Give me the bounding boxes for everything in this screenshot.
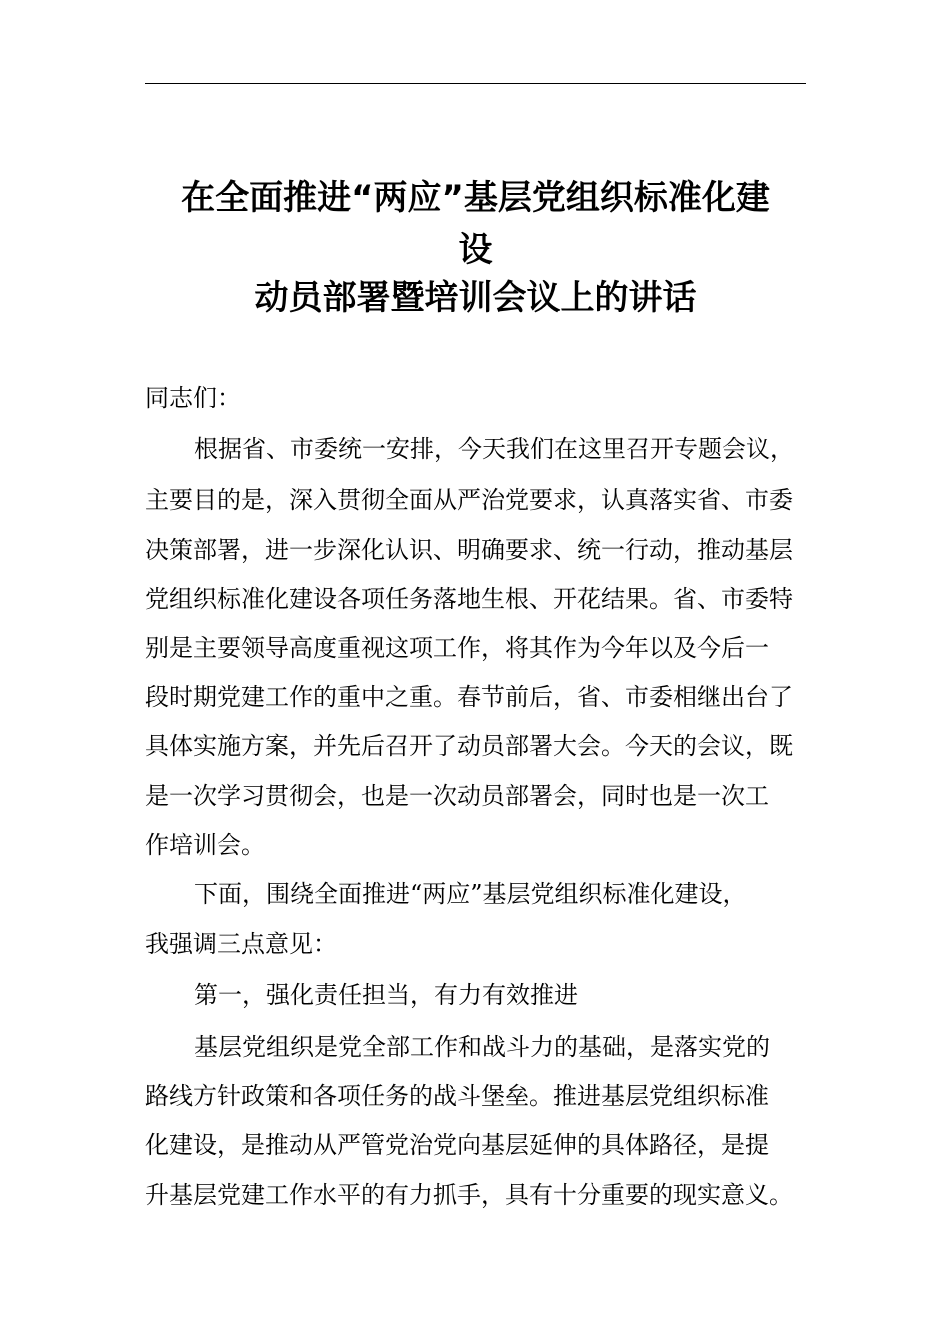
document-title-line-1: 在全面推进“两应”基层党组织标准化建 bbox=[181, 178, 770, 218]
paragraph-2-line: 我强调三点意见： bbox=[145, 930, 337, 958]
paragraph-1-line: 党组织标准化建设各项任务落地生根、开花结果。省、市委特 bbox=[145, 585, 793, 613]
paragraph-2-line: 下面，围绕全面推进“两应”基层党组织标准化建设， bbox=[194, 880, 747, 908]
paragraph-1-line: 作培训会。 bbox=[145, 831, 265, 859]
paragraph-3-line: 路线方针政策和各项任务的战斗堡垒。推进基层党组织标准 bbox=[145, 1082, 769, 1110]
header-rule bbox=[145, 83, 806, 84]
paragraph-1-line: 别是主要领导高度重视这项工作，将其作为今年以及今后一 bbox=[145, 634, 769, 662]
paragraph-1-line: 主要目的是，深入贯彻全面从严治党要求，认真落实省、市委 bbox=[145, 486, 793, 514]
paragraph-1-line: 段时期党建工作的重中之重。春节前后，省、市委相继出台了 bbox=[145, 683, 793, 711]
paragraph-1-line: 具体实施方案，并先后召开了动员部署大会。今天的会议，既 bbox=[145, 732, 793, 760]
section-1-heading: 第一，强化责任担当，有力有效推进 bbox=[194, 981, 578, 1009]
document-title-line-2: 设 bbox=[458, 230, 493, 270]
paragraph-1-line: 根据省、市委统一安排，今天我们在这里召开专题会议， bbox=[194, 435, 794, 463]
paragraph-3-line: 升基层党建工作水平的有力抓手，具有十分重要的现实意义。 bbox=[145, 1181, 793, 1209]
document-title-line-3: 动员部署暨培训会议上的讲话 bbox=[254, 278, 697, 318]
paragraph-3-line: 化建设，是推动从严管党治党向基层延伸的具体路径，是提 bbox=[145, 1131, 769, 1159]
salutation: 同志们： bbox=[145, 384, 241, 412]
paragraph-3-line: 基层党组织是党全部工作和战斗力的基础，是落实党的 bbox=[194, 1033, 770, 1061]
paragraph-1-line: 是一次学习贯彻会，也是一次动员部署会，同时也是一次工 bbox=[145, 782, 769, 810]
paragraph-1-line: 决策部署，进一步深化认识、明确要求、统一行动，推动基层 bbox=[145, 536, 793, 564]
